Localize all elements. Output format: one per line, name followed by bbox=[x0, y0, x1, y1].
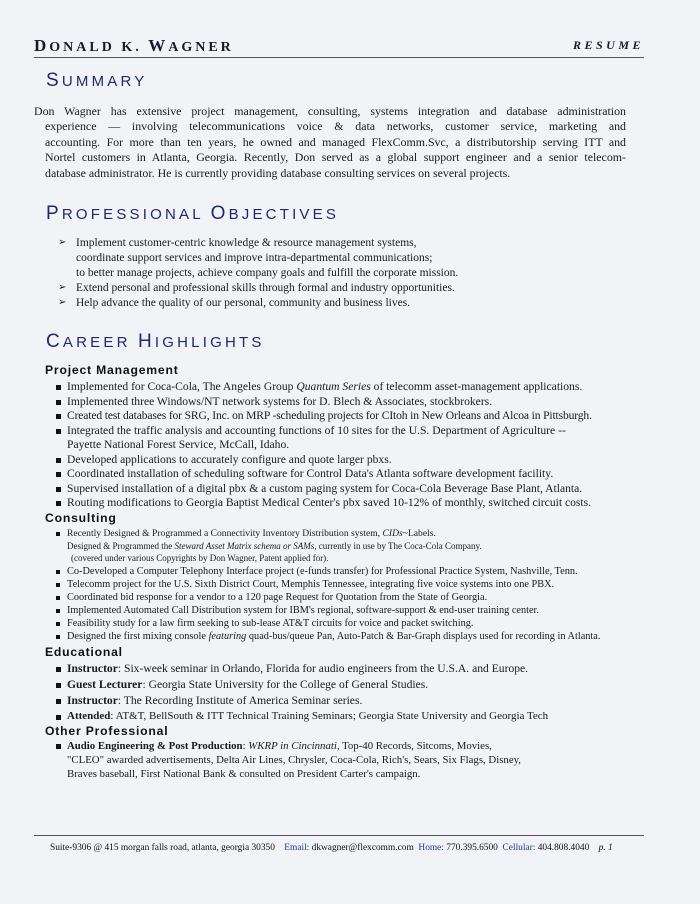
educational-heading: Educational bbox=[45, 645, 123, 659]
item-text: Co-Developed a Computer Telephony Interface project (e-funds transfer) for Professional Practice System, Nashville, Tenn. bbox=[67, 566, 578, 577]
square-bullet-icon bbox=[56, 667, 61, 672]
item-emphasis: WKRP in Cincinnati, bbox=[248, 740, 340, 752]
name-initial: D bbox=[34, 36, 50, 55]
square-bullet-icon bbox=[56, 458, 61, 463]
square-bullet-icon bbox=[56, 683, 61, 688]
square-bullet-icon bbox=[56, 699, 61, 704]
objectives-heading-rest: ROFESSIONAL bbox=[61, 206, 211, 223]
item-text: Designed the first mixing console bbox=[67, 631, 209, 642]
cell-phone: 404.808.4040 bbox=[537, 843, 590, 853]
header-divider bbox=[34, 57, 644, 58]
square-bullet-icon bbox=[56, 715, 61, 720]
item-text: Routing modifications to Georgia Baptist Medical Center's pbx saved 10-12% of monthly, switched circuit costs. bbox=[67, 496, 592, 509]
home-phone-label: Home: bbox=[418, 843, 444, 853]
career-heading-cap: H bbox=[137, 331, 155, 352]
item-text: Recently Designed & Programmed a Connectivity Inventory Distribution system, bbox=[67, 528, 383, 539]
address-text: Suite-9306 @ 415 morgan falls road, atlanta, georgia 30350 bbox=[50, 843, 275, 853]
square-bullet-icon bbox=[56, 532, 60, 536]
objective-text: coordinate support services and improve intra-departmental communications; bbox=[76, 252, 433, 264]
email-label: Email: bbox=[284, 843, 310, 853]
item-text: Payette National Forest Service, McCall, Idaho. bbox=[67, 438, 290, 451]
summary-line: accounting. For more than ten years, he owned and managed FlexComm.Svc, a distributorship serving ITT and bbox=[45, 134, 626, 149]
item-text: Integrated the traffic analysis and accounting functions of 10 sites for the U.S. Department of Agriculture -- bbox=[67, 424, 566, 437]
square-bullet-icon bbox=[56, 385, 61, 390]
summary-line: database administrator. He is currently providing database consulting services on several projects. bbox=[45, 165, 511, 180]
summary-heading bbox=[46, 70, 147, 92]
item-text: Braves baseball, First National Bank & consulted on President Carter's campaign. bbox=[67, 768, 421, 780]
item-text: : bbox=[242, 740, 249, 752]
square-bullet-icon bbox=[56, 744, 61, 749]
square-bullet-icon bbox=[56, 609, 60, 613]
objective-text: Implement customer-centric knowledge & resource management systems, bbox=[76, 237, 417, 249]
career-heading-rest: IGHLIGHTS bbox=[154, 334, 265, 351]
item-text: Supervised installation of a digital pbx & a custom paging system for Coca-Cola Beverage Base Plant, Atlanta. bbox=[67, 482, 583, 495]
summary-line: experience — involving telecommunications voice & data networks, customer service, marketing and bbox=[45, 119, 626, 134]
item-label: Guest Lecturer bbox=[67, 678, 143, 691]
item-text: , currently in use by The Coca-Cola Company. bbox=[314, 541, 482, 551]
item-label: Instructor bbox=[67, 694, 118, 707]
item-text: (covered under various Copyrights by Don Wagner, Patent applied for). bbox=[71, 553, 329, 563]
arrow-bullet-icon: ➢ bbox=[58, 282, 67, 293]
item-text: : Georgia State University for the College of General Studies. bbox=[142, 678, 429, 691]
arrow-bullet-icon: ➢ bbox=[58, 297, 67, 308]
square-bullet-icon bbox=[56, 501, 61, 506]
item-label: Audio Engineering & Post Production bbox=[67, 740, 243, 752]
item-text: Top-40 Records, Sitcoms, Movies, bbox=[339, 740, 492, 752]
name-rest: ONALD K. bbox=[49, 40, 149, 55]
last-rest: AGNER bbox=[168, 40, 234, 55]
square-bullet-icon bbox=[56, 583, 60, 587]
item-text: Implemented for Coca-Cola, The Angeles Group bbox=[67, 380, 297, 393]
arrow-bullet-icon: ➢ bbox=[58, 237, 67, 248]
item-text: Feasibility study for a law firm seeking to sub-lease AT&T circuits for voice and packet switching. bbox=[67, 618, 474, 629]
summary-line: Nortel customers in Atlanta, Georgia. Recently, Don served as a global support engineer and a senior telecom- bbox=[45, 150, 626, 165]
item-text: quad-bus/queue Pan, Auto-Patch & Bar-Graph displays used for recording in Atlanta. bbox=[246, 631, 601, 642]
item-emphasis: Steward Asset Matrix schema or SAMs bbox=[174, 541, 315, 551]
square-bullet-icon bbox=[56, 400, 61, 405]
resume-header bbox=[34, 36, 644, 54]
summary-heading-cap: S bbox=[46, 70, 62, 91]
home-phone: 770.395.6500 bbox=[446, 843, 498, 853]
last-initial: W bbox=[148, 36, 169, 55]
item-text: Implemented three Windows/NT network systems for D. Blech & Associates, stockbrokers. bbox=[67, 395, 493, 408]
project-management-heading: Project Management bbox=[45, 363, 179, 377]
objectives-heading-cap: P bbox=[46, 203, 62, 224]
item-emphasis: Quantum Series bbox=[296, 380, 371, 393]
item-text: Telecomm project for the U.S. Sixth District Court, Memphis Tennessee, integrating five voice systems into one PBX. bbox=[67, 579, 555, 590]
square-bullet-icon bbox=[56, 570, 60, 574]
square-bullet-icon bbox=[56, 622, 60, 626]
item-label: Instructor bbox=[67, 662, 118, 675]
cell-phone-label: Cellular: bbox=[502, 843, 536, 853]
career-heading-cap: C bbox=[46, 331, 63, 352]
item-text: Implemented Automated Call Distribution system for IBM's regional, software-support & end-user training center. bbox=[67, 605, 539, 616]
item-text: Coordinated bid response for a vendor to a 120 page Request for Quotation from the State of Georgia. bbox=[67, 592, 488, 603]
item-text: ~Labels. bbox=[402, 528, 436, 539]
summary-heading-rest: UMMARY bbox=[61, 73, 148, 90]
objectives-heading-rest: BJECTIVES bbox=[228, 206, 340, 223]
item-emphasis: featuring bbox=[208, 631, 247, 642]
consulting-heading: Consulting bbox=[45, 511, 117, 525]
item-text: "CLEO" awarded advertisements, Delta Air Lines, Chrysler, Coca-Cola, Rich's, Sears, Six Flags, Disney, bbox=[67, 754, 522, 766]
item-text: of telecomm asset-management applications. bbox=[370, 380, 583, 393]
item-emphasis: CIDs bbox=[382, 528, 403, 539]
page-number: p. 1 bbox=[598, 843, 613, 853]
item-text: : The Recording Institute of America Seminar series. bbox=[117, 694, 363, 707]
objective-text: to better manage projects, achieve company goals and fulfill the corporate mission. bbox=[76, 267, 459, 279]
item-text: Created test databases for SRG, Inc. on MRP -scheduling projects for CItoh in New Orleans and Alcoa in Pittsburgh. bbox=[67, 409, 592, 422]
other-professional-heading: Other Professional bbox=[45, 724, 169, 738]
email-link[interactable]: dkwagner@flexcomm.com bbox=[311, 843, 414, 853]
square-bullet-icon bbox=[56, 429, 61, 434]
square-bullet-icon bbox=[56, 635, 60, 639]
footer-divider bbox=[34, 835, 644, 836]
square-bullet-icon bbox=[56, 596, 60, 600]
objective-text: Help advance the quality of our personal, community and business lives. bbox=[76, 297, 411, 309]
item-text: : Six-week seminar in Orlando, Florida for audio engineers from the U.S.A. and Europe. bbox=[117, 662, 529, 675]
item-text: Designed & Programmed the bbox=[67, 541, 175, 551]
objectives-heading-cap: O bbox=[210, 203, 229, 224]
career-heading bbox=[46, 331, 265, 353]
candidate-name bbox=[34, 36, 234, 56]
square-bullet-icon bbox=[56, 487, 61, 492]
career-heading-rest: AREER bbox=[62, 334, 138, 351]
square-bullet-icon bbox=[56, 472, 61, 477]
item-text: Developed applications to accurately configure and quote larger pbxs. bbox=[67, 453, 392, 466]
document-label: RESUME bbox=[572, 38, 644, 52]
objectives-heading bbox=[46, 203, 339, 225]
item-text: : AT&T, BellSouth & ITT Technical Training Seminars; Georgia State University and Georgia Tech bbox=[110, 710, 549, 722]
summary-line: Don Wagner has extensive project management, consulting, systems integration and database administration bbox=[34, 104, 626, 118]
item-label: Attended bbox=[67, 710, 111, 722]
item-text: Coordinated installation of scheduling software for Control Data's Atlanta software development facility. bbox=[67, 467, 554, 480]
summary-paragraph bbox=[34, 104, 626, 181]
footer-contact bbox=[50, 843, 613, 853]
square-bullet-icon bbox=[56, 414, 61, 419]
objective-text: Extend personal and professional skills through formal and industry opportunities. bbox=[76, 282, 455, 294]
